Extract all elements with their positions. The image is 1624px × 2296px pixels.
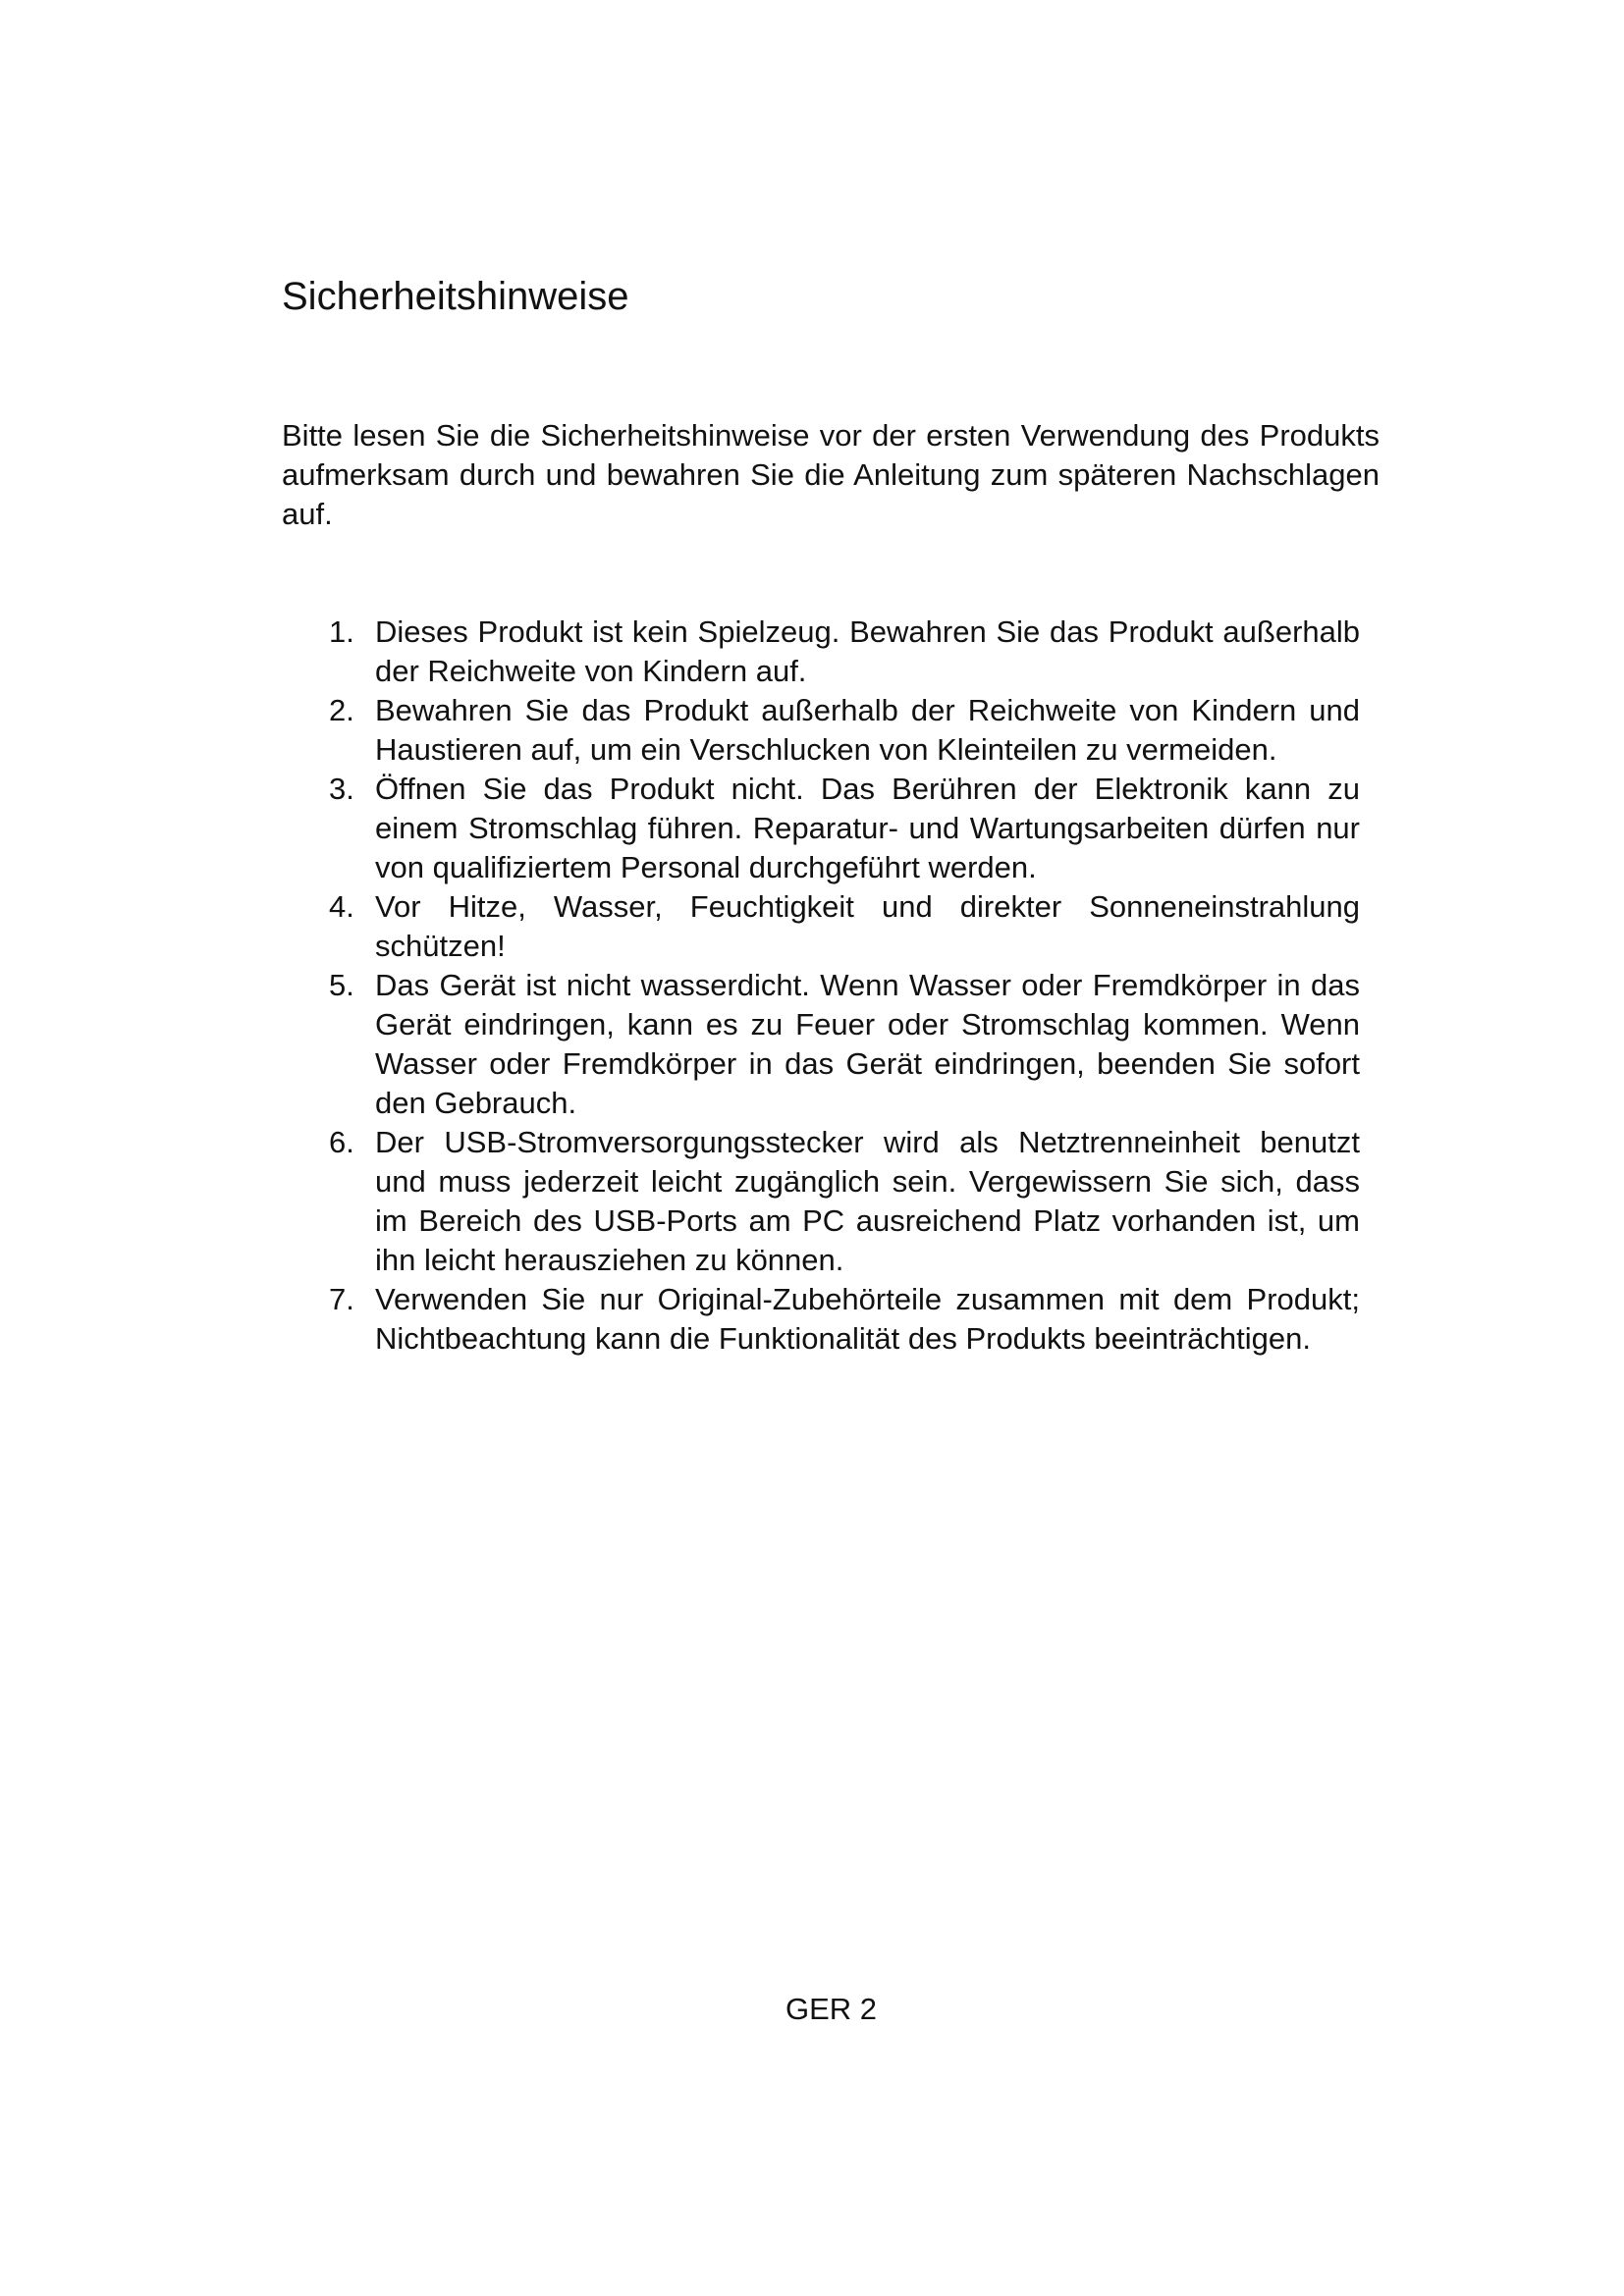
note-number: 1. xyxy=(329,614,354,649)
note-text: Dieses Produkt ist kein Spielzeug. Bewahren Sie das Produkt außerhalb der Reichweite von Kindern auf. xyxy=(375,614,1360,688)
safety-note-6 xyxy=(282,1123,1380,1280)
note-text: Bewahren Sie das Produkt außerhalb der Reichweite von Kindern und Haustieren auf, um ein Verschlucken von Kleinteilen zu vermeiden. xyxy=(375,693,1360,767)
safety-note-7 xyxy=(282,1280,1380,1359)
note-text: Verwenden Sie nur Original-Zubehörteile zusammen mit dem Produkt; Nichtbeachtung kann die Funktionalität des Produkts beeinträchtigen. xyxy=(375,1282,1360,1356)
note-text: Öffnen Sie das Produkt nicht. Das Berühren der Elektronik kann zu einem Stromschlag führen. Reparatur- und Wartungsarbeiten dürfen nur von qualifiziertem Personal durchgeführt werden. xyxy=(375,772,1360,884)
note-text: Der USB-Stromversorgungsstecker wird als Netztrenneinheit benutzt und muss jederzeit leicht zugänglich sein. Vergewissern Sie sich, dass im Bereich des USB-Ports am PC ausreichend Platz vorhanden ist, um ihn leicht herausziehen zu können. xyxy=(375,1125,1360,1277)
page-title: Sicherheitshinweise xyxy=(282,275,629,318)
note-number: 3. xyxy=(329,772,354,806)
note-number: 6. xyxy=(329,1125,354,1159)
note-number: 5. xyxy=(329,968,354,1002)
note-number: 7. xyxy=(329,1282,354,1316)
intro-paragraph: Bitte lesen Sie die Sicherheitshinweise vor der ersten Verwendung des Produkts aufmerksam durch und bewahren Sie die Anleitung zum späteren Nachschlagen auf. xyxy=(282,418,1380,531)
note-number: 4. xyxy=(329,889,354,924)
safety-note-1 xyxy=(282,613,1380,691)
note-text: Vor Hitze, Wasser, Feuchtigkeit und direkter Sonneneinstrahlung schützen! xyxy=(375,889,1360,963)
safety-note-4 xyxy=(282,887,1380,966)
safety-notes-list xyxy=(282,613,1380,1359)
safety-note-3 xyxy=(282,770,1380,887)
page-number: GER 2 xyxy=(785,1992,878,2026)
safety-note-5 xyxy=(282,966,1380,1123)
note-text: Das Gerät ist nicht wasserdicht. Wenn Wasser oder Fremdkörper in das Gerät eindringen, kann es zu Feuer oder Stromschlag kommen. Wenn Wasser oder Fremdkörper in das Gerät eindringen, beenden Sie sofort den Gebrauch. xyxy=(375,968,1360,1120)
note-number: 2. xyxy=(329,693,354,727)
safety-note-2 xyxy=(282,691,1380,770)
